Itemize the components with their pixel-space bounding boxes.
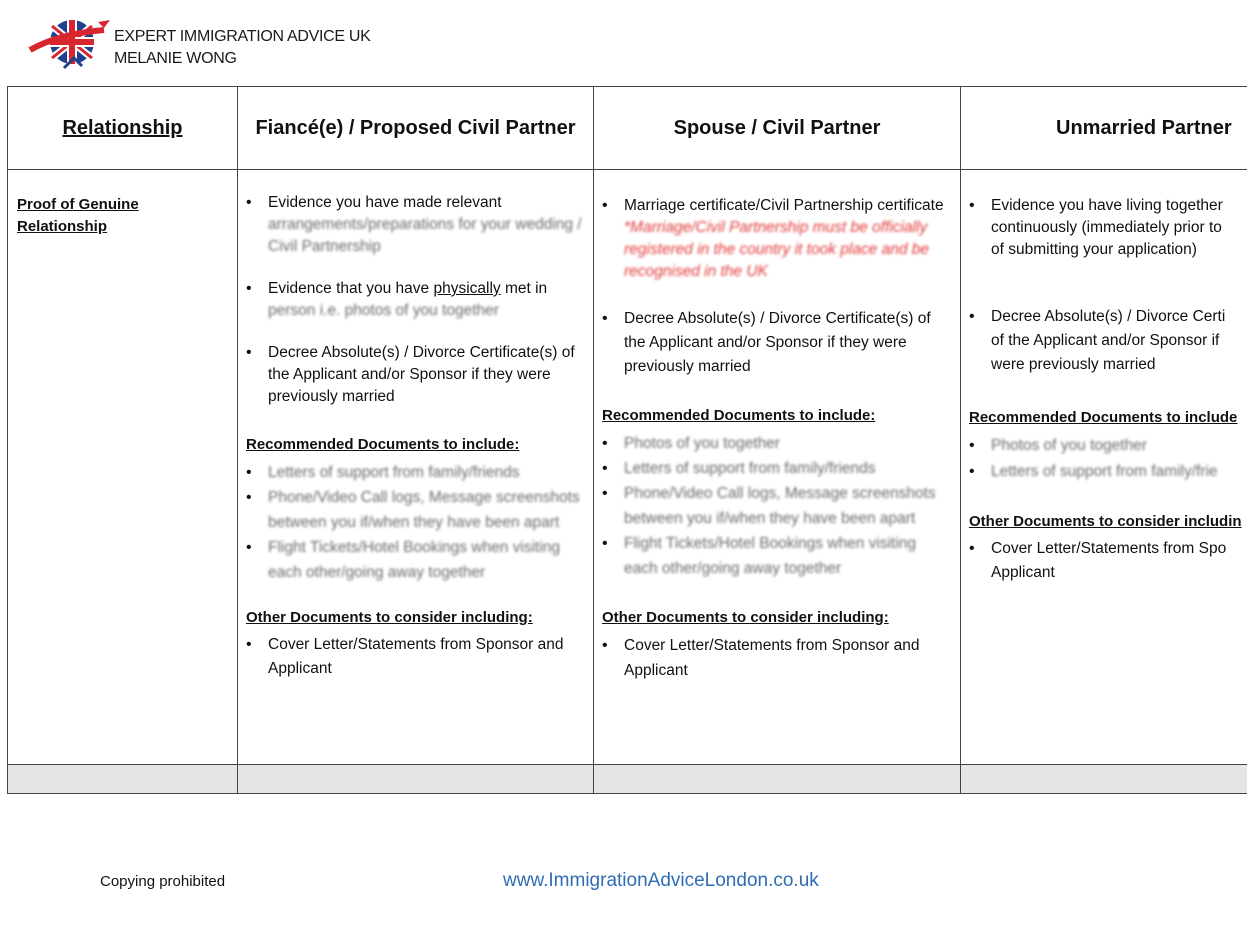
list-item: • Marriage certificate/Civil Partnership certificate *Marriage/Civil Partnership must be officially registered in the country it took place and be recognised in the UK bbox=[594, 195, 950, 283]
recommended-heading: Recommended Documents to include: bbox=[602, 407, 876, 424]
header-unmarried: Unmarried Partner bbox=[961, 87, 1247, 170]
table-header-row bbox=[8, 87, 1247, 170]
required-list bbox=[238, 192, 585, 408]
required-list bbox=[961, 195, 1226, 377]
fiance-cell bbox=[238, 170, 594, 765]
company-name: EXPERT IMMIGRATION ADVICE UK bbox=[114, 28, 371, 45]
recommended-list bbox=[961, 433, 1218, 485]
copyright-notice: Copying prohibited bbox=[100, 873, 226, 890]
list-item: • Letters of support from family/friends bbox=[602, 460, 876, 477]
other-heading: Other Documents to consider including: bbox=[602, 609, 889, 626]
requirements-table bbox=[7, 86, 1247, 794]
list-item: • Phone/Video Call logs, Message screenshots between you if/when they have been apart bbox=[246, 489, 580, 531]
row-label-cell bbox=[8, 170, 238, 765]
brand-text bbox=[114, 26, 371, 70]
recommended-heading: Recommended Documents to include bbox=[969, 409, 1238, 426]
recommended-list bbox=[238, 460, 585, 585]
other-list bbox=[961, 537, 1227, 585]
list-item: • Cover Letter/Statements from Sponsor and Applicant bbox=[246, 636, 564, 677]
person-name: MELANIE WONG bbox=[114, 50, 237, 67]
registration-note: *Marriage/Civil Partnership must be officially registered in the country it took place and be recognised in the UK bbox=[624, 219, 930, 280]
list-item: • Decree Absolute(s) / Divorce Certificate(s) of the Applicant and/or Sponsor if they were previously married bbox=[246, 344, 575, 405]
list-item: • Evidence that you have physically met in person i.e. photos of you together bbox=[246, 280, 548, 319]
required-list bbox=[594, 195, 950, 379]
other-heading: Other Documents to consider including: bbox=[246, 609, 533, 626]
list-item: • Phone/Video Call logs, Message screenshots between you if/when they have been apart bbox=[602, 485, 936, 527]
list-item: • Decree Absolute(s) / Divorce Certi of the Applicant and/or Sponsor if were previously married bbox=[969, 308, 1226, 373]
list-item: • Evidence you have living together continuously (immediately prior to of submitting your application) bbox=[969, 197, 1223, 258]
list-item: • Cover Letter/Statements from Sponsor and Applicant bbox=[602, 637, 920, 679]
other-heading: Other Documents to consider includin bbox=[969, 513, 1242, 530]
list-item: • Cover Letter/Statements from Spo Applicant bbox=[969, 540, 1227, 581]
list-item: • Photos of you together bbox=[602, 435, 780, 452]
list-item: • Photos of you together bbox=[969, 437, 1147, 454]
uk-plane-logo-icon bbox=[28, 16, 112, 72]
header-fiance: Fiancé(e) / Proposed Civil Partner bbox=[238, 87, 594, 170]
row-label: Proof of Genuine Relationship bbox=[17, 196, 139, 235]
header-spouse: Spouse / Civil Partner bbox=[594, 87, 961, 170]
table-footer-row bbox=[8, 765, 1247, 794]
list-item: • Letters of support from family/frie bbox=[969, 463, 1218, 480]
other-list bbox=[238, 633, 585, 681]
list-item: • Decree Absolute(s) / Divorce Certificate(s) of the Applicant and/or Sponsor if they were previously married bbox=[602, 310, 931, 375]
table-row bbox=[8, 170, 1247, 765]
list-item: • Letters of support from family/friends bbox=[246, 464, 520, 481]
list-item: • Flight Tickets/Hotel Bookings when visiting each other/going away together bbox=[602, 535, 917, 577]
spouse-cell bbox=[594, 170, 961, 765]
recommended-list bbox=[594, 431, 950, 581]
recommended-heading: Recommended Documents to include: bbox=[246, 436, 520, 453]
header-relationship: Relationship bbox=[8, 87, 238, 170]
unmarried-cell bbox=[961, 170, 1247, 765]
list-item: • Flight Tickets/Hotel Bookings when visiting each other/going away together bbox=[246, 539, 561, 581]
list-item: • Evidence you have made relevant arrangements/preparations for your wedding / Civil Partnership bbox=[246, 194, 582, 255]
other-list bbox=[594, 633, 950, 683]
website-link[interactable]: www.ImmigrationAdviceLondon.co.uk bbox=[503, 870, 819, 891]
